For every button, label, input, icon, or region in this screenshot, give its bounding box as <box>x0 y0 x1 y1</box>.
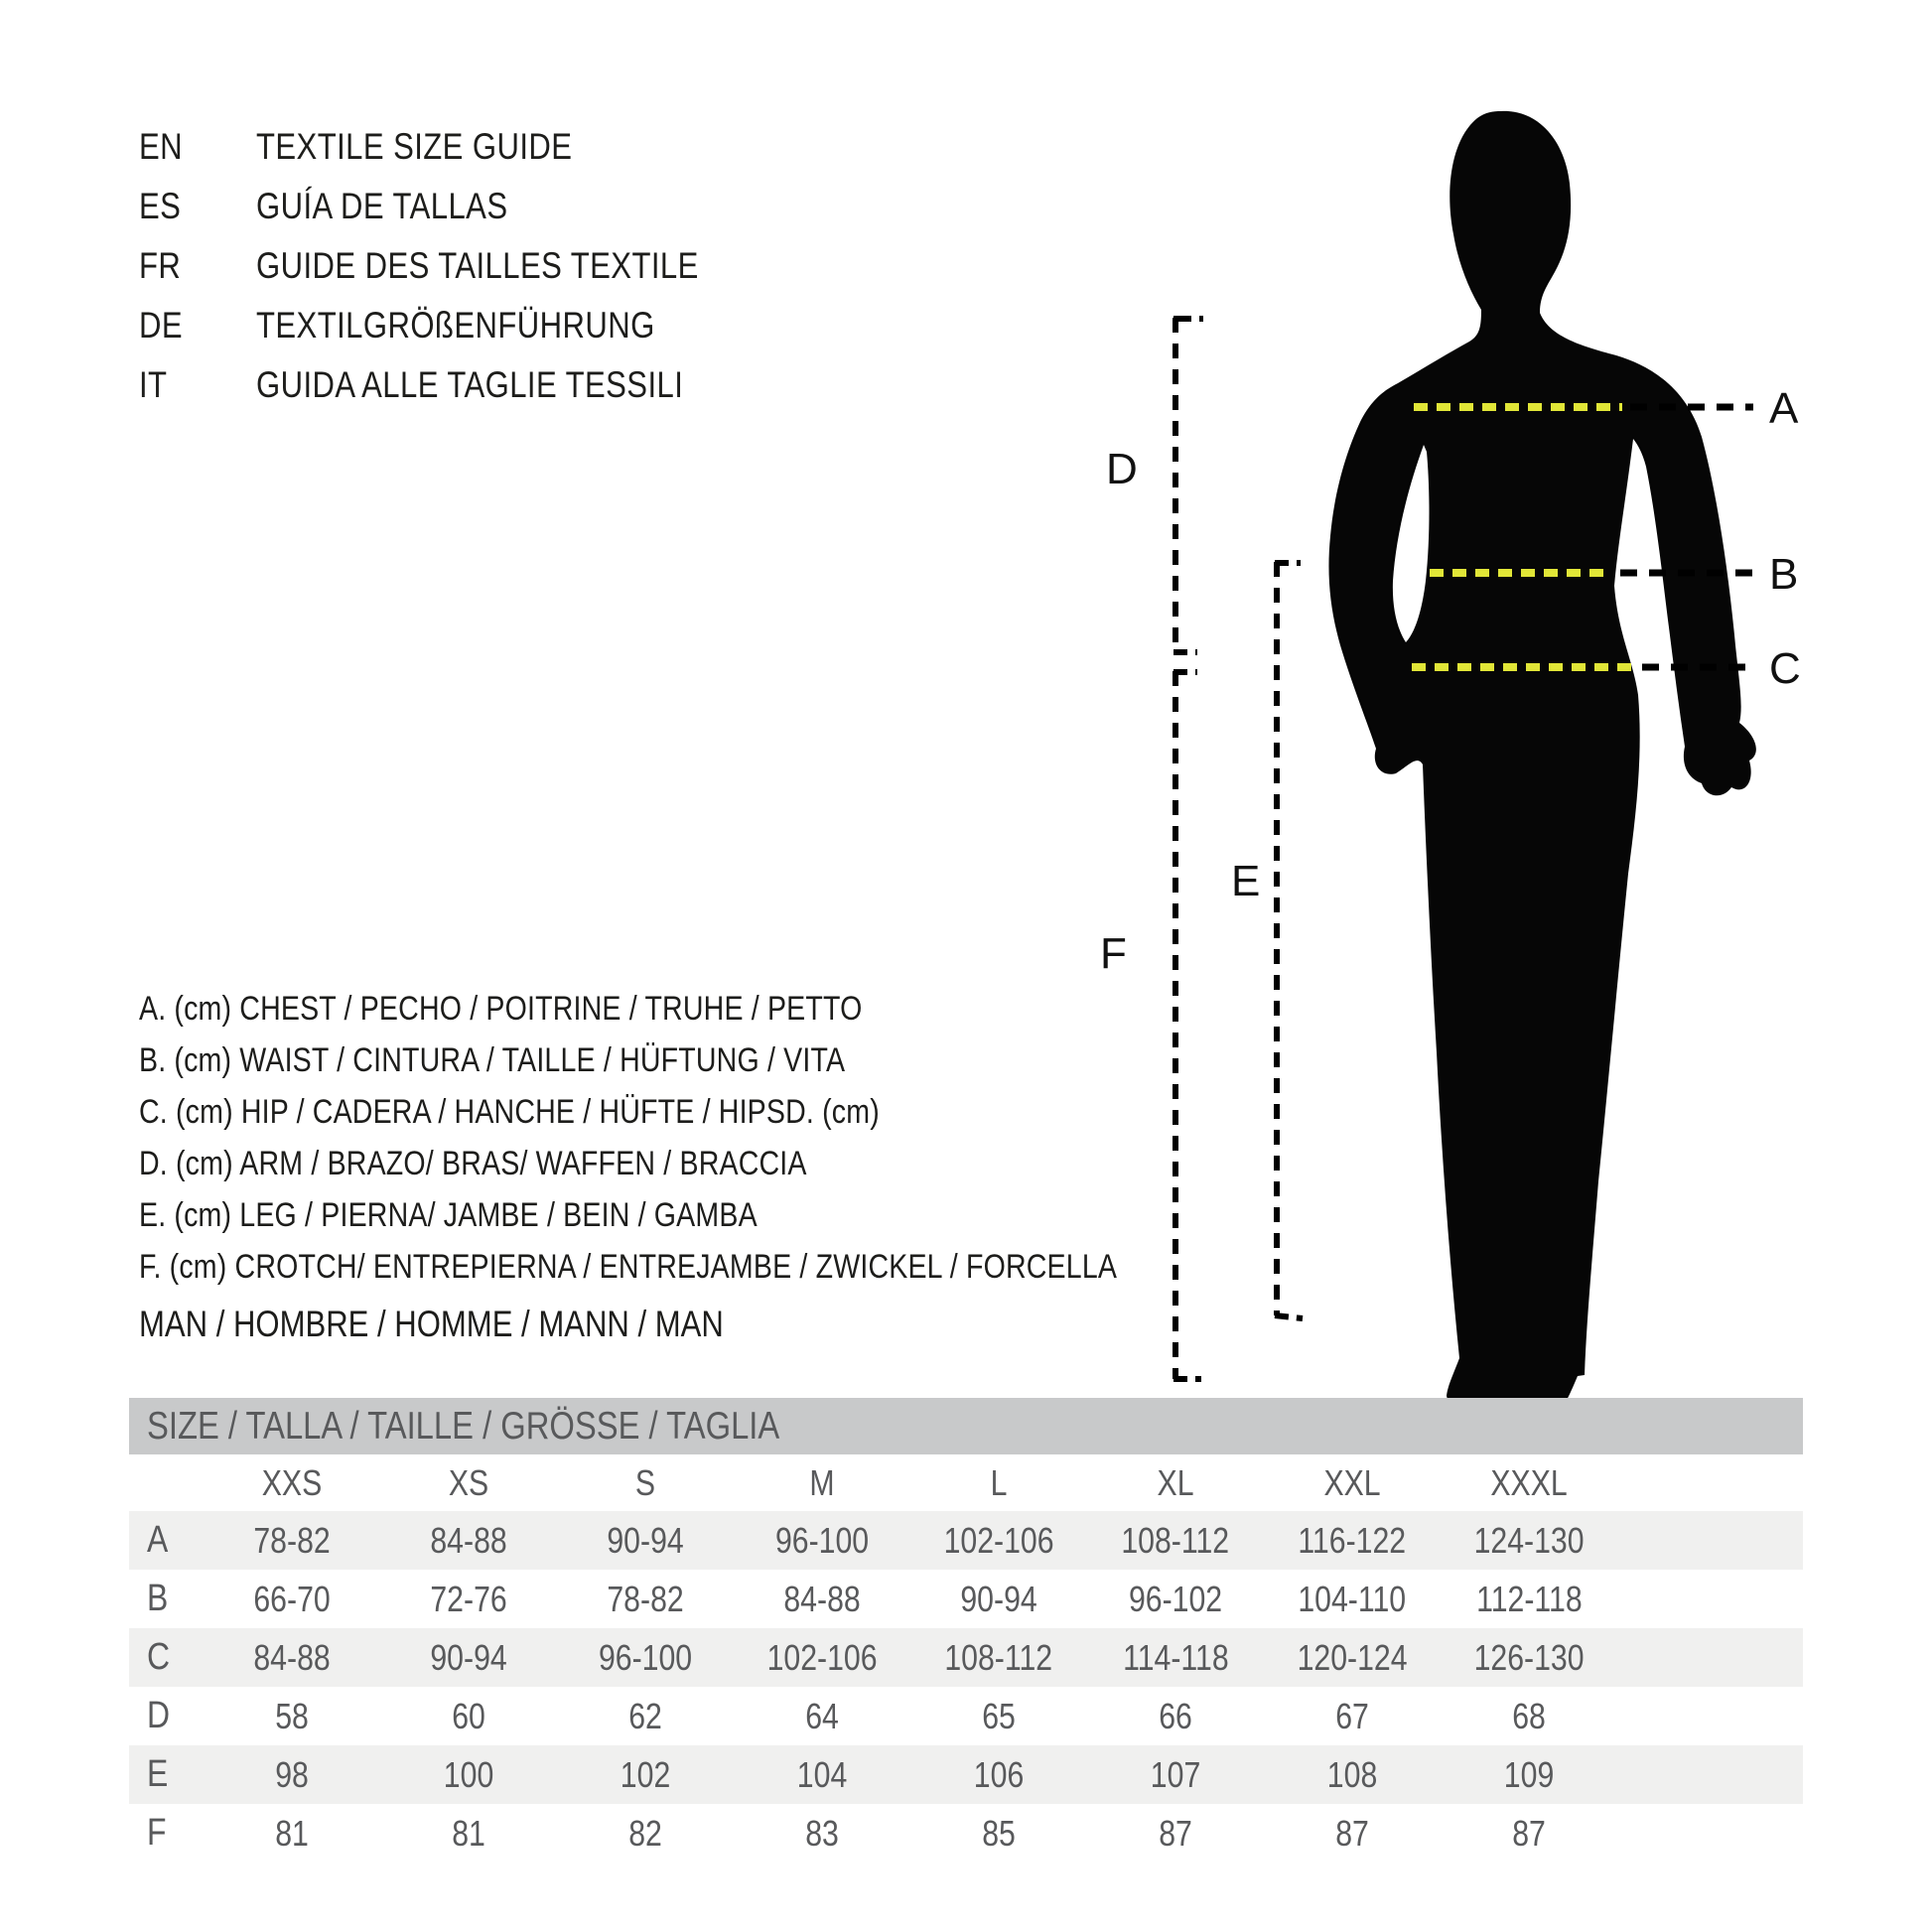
table-row-d <box>129 1687 1803 1745</box>
table-cell: 81 <box>275 1812 309 1854</box>
guide-title-de: TEXTILGRÖßENFÜHRUNG <box>256 305 655 345</box>
size-columns-row <box>129 1454 1803 1511</box>
table-cell: 96-100 <box>774 1519 870 1561</box>
legend-waist: B. (cm) WAIST / CINTURA / TAILLE / HÜFTUNG / VITA <box>139 1040 846 1079</box>
size-column-header: M <box>809 1461 835 1503</box>
man-silhouette <box>1328 111 1755 1426</box>
table-cell: 100 <box>443 1753 494 1795</box>
table-cell: 87 <box>1512 1812 1546 1854</box>
legend-arm: D. (cm) ARM / BRAZO/ BRAS/ WAFFEN / BRACCIA <box>139 1144 807 1182</box>
table-cell: 90-94 <box>430 1636 507 1678</box>
size-column-header: XXXL <box>1490 1461 1568 1503</box>
table-cell: 109 <box>1503 1753 1555 1795</box>
label-leg-e: E <box>1231 857 1261 905</box>
language-code: FR <box>139 245 182 286</box>
table-cell: 108-112 <box>1121 1519 1230 1561</box>
language-code: ES <box>139 186 182 226</box>
language-guide <box>139 117 783 415</box>
table-cell: 84-88 <box>253 1636 331 1678</box>
table-cell: 87 <box>1335 1812 1369 1854</box>
table-cell: 87 <box>1159 1812 1192 1854</box>
table-cell: 96-102 <box>1128 1578 1223 1619</box>
category-line: MAN / HOMBRE / HOMME / MANN / MAN <box>139 1304 724 1344</box>
guide-title-fr: GUIDE DES TAILLES TEXTILE <box>256 245 699 286</box>
row-letter: A <box>147 1519 169 1561</box>
table-cell: 78-82 <box>253 1519 331 1561</box>
table-cell: 90-94 <box>960 1578 1037 1619</box>
size-column-header: XL <box>1157 1461 1194 1503</box>
table-cell: 102-106 <box>766 1636 878 1678</box>
table-cell: 67 <box>1335 1695 1369 1736</box>
table-cell: 96-100 <box>598 1636 693 1678</box>
size-column-header: L <box>990 1461 1008 1503</box>
table-cell: 104-110 <box>1298 1578 1407 1619</box>
language-row-de <box>139 296 783 355</box>
table-cell: 124-130 <box>1473 1519 1585 1561</box>
table-cell: 102 <box>620 1753 671 1795</box>
table-cell: 98 <box>275 1753 309 1795</box>
leg-measure-tick-bottom <box>1275 1315 1303 1318</box>
table-cell: 90-94 <box>607 1519 684 1561</box>
table-cell: 64 <box>805 1695 839 1736</box>
table-cell: 108 <box>1326 1753 1378 1795</box>
table-cell: 85 <box>982 1812 1016 1854</box>
guide-title-en: TEXTILE SIZE GUIDE <box>256 126 573 167</box>
table-cell: 84-88 <box>430 1519 507 1561</box>
table-row-c <box>129 1628 1803 1687</box>
size-table-header-bar <box>129 1398 1803 1454</box>
table-row-a <box>129 1511 1803 1570</box>
table-cell: 116-122 <box>1298 1519 1407 1561</box>
table-cell: 66-70 <box>253 1578 331 1619</box>
table-cell: 104 <box>796 1753 848 1795</box>
table-cell: 60 <box>452 1695 485 1736</box>
table-cell: 114-118 <box>1122 1636 1229 1678</box>
label-chest-a: A <box>1769 384 1799 433</box>
table-cell: 108-112 <box>944 1636 1053 1678</box>
label-crotch-f: F <box>1100 929 1127 978</box>
table-cell: 106 <box>973 1753 1025 1795</box>
language-row-es <box>139 177 783 236</box>
table-row-b <box>129 1570 1803 1628</box>
table-cell: 102-106 <box>943 1519 1054 1561</box>
table-cell: 82 <box>628 1812 662 1854</box>
table-cell: 107 <box>1150 1753 1201 1795</box>
measurement-legend <box>139 983 1304 1293</box>
legend-chest: A. (cm) CHEST / PECHO / POITRINE / TRUHE / PETTO <box>139 989 863 1028</box>
size-column-header: S <box>634 1461 656 1503</box>
label-hip-c: C <box>1769 644 1801 693</box>
guide-title-es: GUÍA DE TALLAS <box>256 186 508 226</box>
table-cell: 66 <box>1159 1695 1192 1736</box>
row-letter: E <box>147 1753 169 1795</box>
legend-leg: E. (cm) LEG / PIERNA/ JAMBE / BEIN / GAMBA <box>139 1195 758 1234</box>
table-cell: 112-118 <box>1475 1578 1583 1619</box>
table-cell: 84-88 <box>783 1578 861 1619</box>
row-letter: F <box>147 1812 167 1854</box>
table-cell: 83 <box>805 1812 839 1854</box>
table-cell: 65 <box>982 1695 1016 1736</box>
legend-crotch: F. (cm) CROTCH/ ENTREPIERNA / ENTREJAMBE / ZWICKEL / FORCELLA <box>139 1247 1118 1286</box>
table-cell: 78-82 <box>607 1578 684 1619</box>
label-arm-d: D <box>1106 445 1138 493</box>
language-row-it <box>139 355 783 415</box>
row-letter: B <box>147 1578 169 1619</box>
language-row-fr <box>139 236 783 296</box>
table-cell: 58 <box>275 1695 309 1736</box>
table-cell: 68 <box>1512 1695 1546 1736</box>
table-row-f <box>129 1804 1803 1863</box>
language-row-en <box>139 117 783 177</box>
language-code: DE <box>139 305 184 345</box>
size-table-title: SIZE / TALLA / TAILLE / GRÖSSE / TAGLIA <box>147 1404 780 1448</box>
legend-hip: C. (cm) HIP / CADERA / HANCHE / HÜFTE / HIPSD. (cm) <box>139 1092 880 1131</box>
table-cell: 62 <box>628 1695 662 1736</box>
table-cell: 120-124 <box>1297 1636 1408 1678</box>
size-column-header: XXS <box>261 1461 323 1503</box>
table-row-e <box>129 1745 1803 1804</box>
row-letter: D <box>147 1695 171 1736</box>
guide-title-it: GUIDA ALLE TAGLIE TESSILI <box>256 364 684 405</box>
size-column-header: XS <box>448 1461 489 1503</box>
language-code: IT <box>139 364 168 405</box>
table-cell: 72-76 <box>430 1578 507 1619</box>
label-waist-b: B <box>1769 550 1799 599</box>
language-code: EN <box>139 126 184 167</box>
size-column-header: XXL <box>1323 1461 1381 1503</box>
table-cell: 81 <box>452 1812 485 1854</box>
row-letter: C <box>147 1636 171 1678</box>
table-cell: 126-130 <box>1473 1636 1585 1678</box>
